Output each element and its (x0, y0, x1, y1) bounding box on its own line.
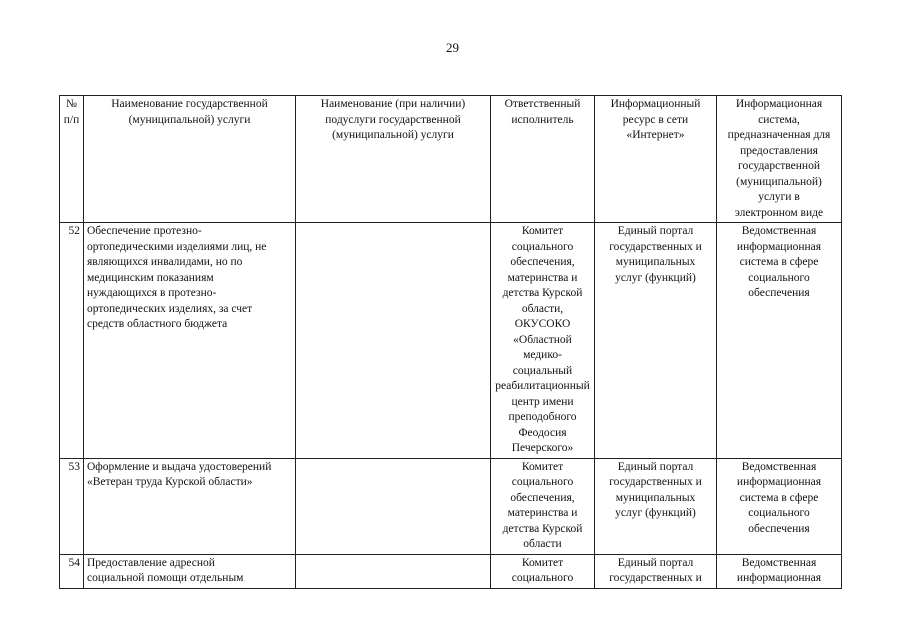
table-header-row (60, 96, 842, 223)
header-executor: Ответственный исполнитель (491, 96, 595, 223)
service-name: Обеспечение протезно- ортопедическими изделиями лиц, не являющихся инвалидами, но по медицинским показаниям нуждающихся в протезно- ортопедических изделиях, за счет средств областного бюджета (84, 223, 296, 459)
header-number: № п/п (60, 96, 84, 223)
subservice-name (296, 554, 491, 588)
information-system: Ведомственная информационная система в сфере социального обеспечения (717, 458, 842, 554)
table-row (60, 223, 842, 459)
information-system: Ведомственная информационная (717, 554, 842, 588)
executor: Комитет социального обеспечения, материнства и детства Курской области (491, 458, 595, 554)
subservice-name (296, 223, 491, 459)
service-name: Оформление и выдача удостоверений «Ветеран труда Курской области» (84, 458, 296, 554)
subservice-name (296, 458, 491, 554)
header-information-system: Информационная система, предназначенная для предоставления государственной (муниципальной) услуги в электронном виде (717, 96, 842, 223)
information-system: Ведомственная информационная система в сфере социального обеспечения (717, 223, 842, 459)
executor: Комитет социального (491, 554, 595, 588)
internet-resource: Единый портал государственных и муниципальных услуг (функций) (595, 458, 717, 554)
page-number: 29 (446, 40, 459, 55)
header-subservice-name: Наименование (при наличии) подуслуги государственной (муниципальной) услуги (296, 96, 491, 223)
table-row (60, 554, 842, 588)
internet-resource: Единый портал государственных и (595, 554, 717, 588)
services-table (59, 95, 842, 589)
row-number: 52 (60, 223, 84, 459)
executor: Комитет социального обеспечения, материнства и детства Курской области, ОКУСОКО «Областной медико- социальный реабилитационный центр имени преподобного Феодосия Печерского» (491, 223, 595, 459)
header-internet-resource: Информационный ресурс в сети «Интернет» (595, 96, 717, 223)
service-name: Предоставление адресной социальной помощи отдельным (84, 554, 296, 588)
header-service-name: Наименование государственной (муниципальной) услуги (84, 96, 296, 223)
internet-resource: Единый портал государственных и муниципальных услуг (функций) (595, 223, 717, 459)
table-row (60, 458, 842, 554)
row-number: 53 (60, 458, 84, 554)
row-number: 54 (60, 554, 84, 588)
